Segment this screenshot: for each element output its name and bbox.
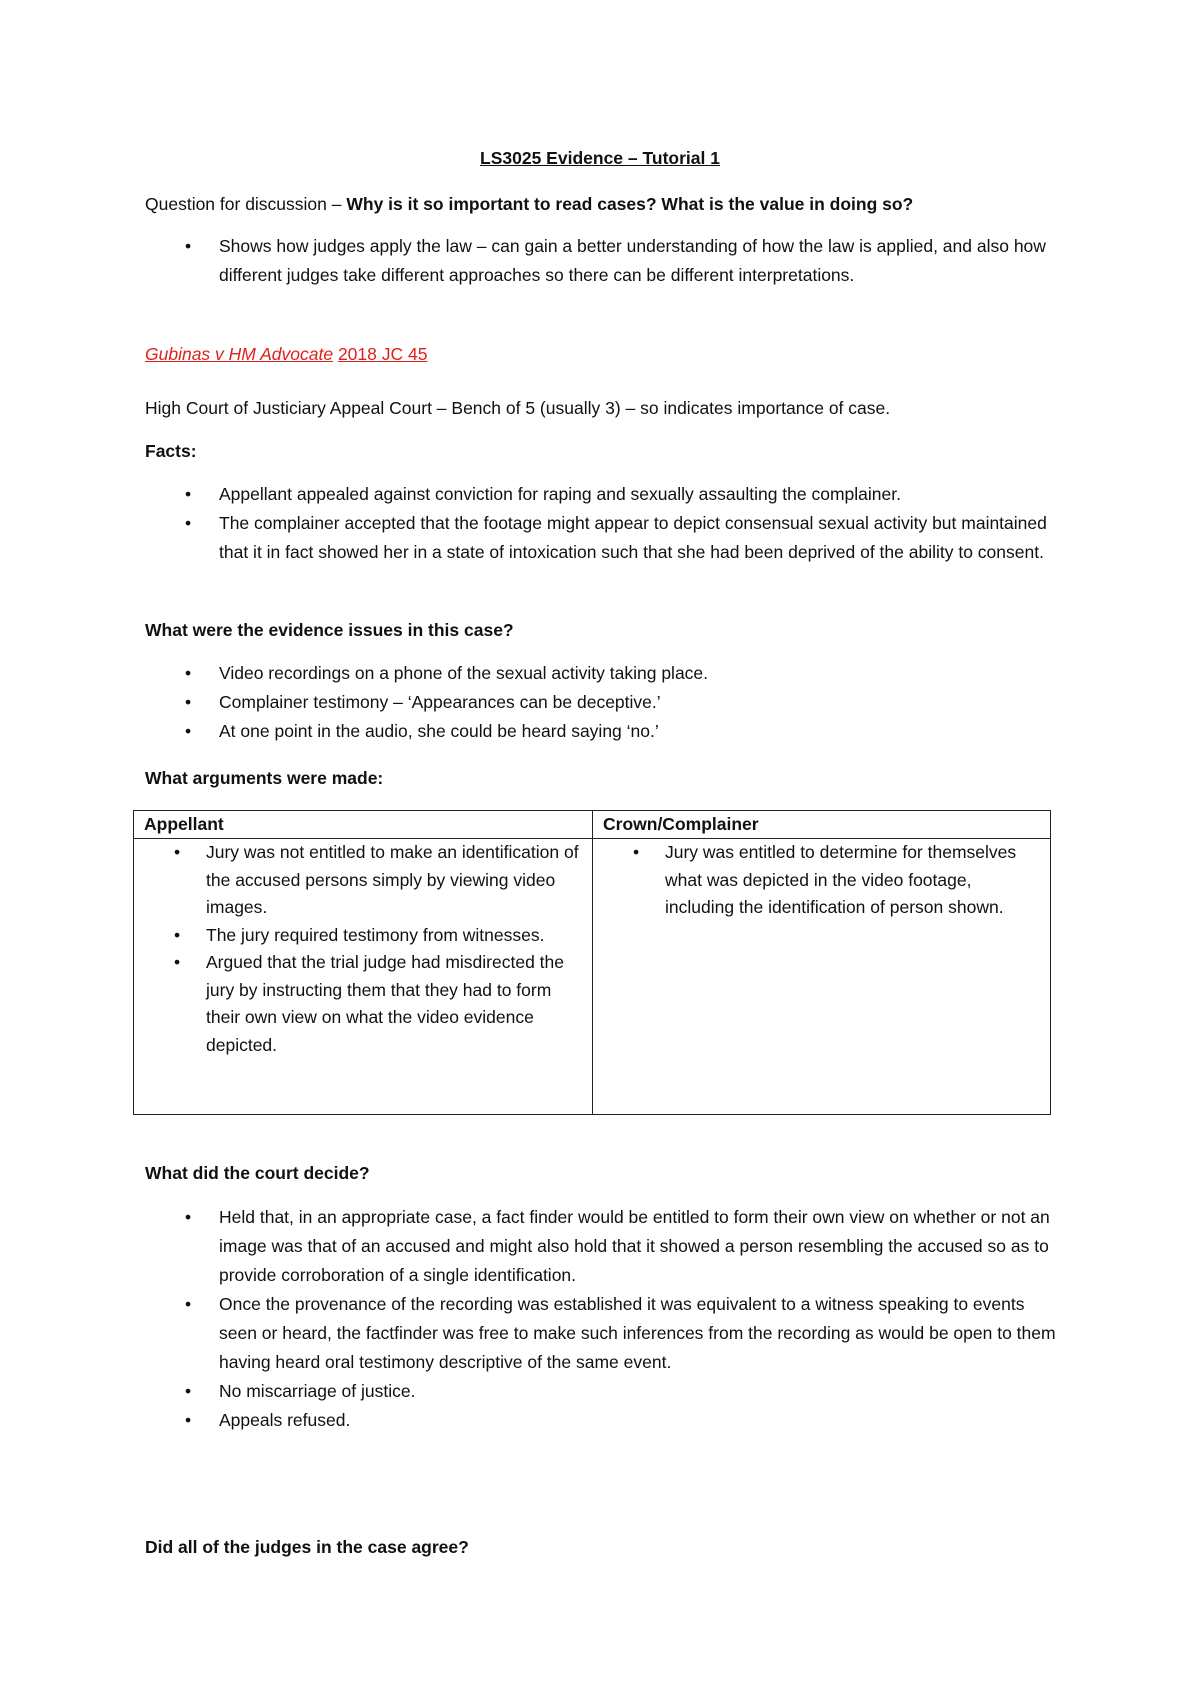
case-reference[interactable]: [145, 340, 1065, 369]
issues-list: [145, 659, 1065, 746]
appellant-arguments-cell: [134, 839, 593, 1115]
case-citation: 2018 JC 45: [337, 344, 428, 364]
bullet-icon: •: [185, 721, 192, 741]
issues-heading: What were the evidence issues in this case?: [145, 620, 514, 640]
list-item: • Held that, in an appropriate case, a fact finder would be entitled to form their own view on whether or not an image was that of an accused and might also hold that it showed a person resembling the accused so as to provide corroboration of a single identification.: [145, 1203, 1065, 1290]
list-item: • The complainer accepted that the footage might appear to depict consensual sexual activity but maintained that it in fact showed her in a state of intoxication such that she had been deprived of the ability to consent.: [145, 509, 1065, 567]
list-item: • Jury was not entitled to make an identification of the accused persons simply by viewing video images.: [144, 839, 582, 922]
list-item: • Once the provenance of the recording was established it was equivalent to a witness speaking to events seen or heard, the factfinder was free to make such inferences from the recording as would be open to them having heard oral testimony descriptive of the same event.: [145, 1290, 1065, 1377]
document-title: LS3025 Evidence – Tutorial 1: [480, 148, 720, 168]
question-text: Why is it so important to read cases? What is the value in doing so?: [346, 194, 914, 214]
crown-arguments-list: [603, 839, 1040, 922]
appellant-arguments-list: [144, 839, 582, 1059]
list-item: • Jury was entitled to determine for themselves what was depicted in the video footage, including the identification of person shown.: [603, 839, 1040, 922]
bullet-icon: •: [185, 1294, 192, 1314]
list-item: • No miscarriage of justice.: [145, 1377, 1065, 1406]
bullet-icon: •: [185, 692, 192, 712]
question-prefix: Question for discussion –: [145, 194, 347, 214]
list-item: • Appeals refused.: [145, 1406, 1065, 1435]
court-note: High Court of Justiciary Appeal Court – Bench of 5 (usually 3) – so indicates importance of case.: [145, 398, 891, 418]
bullet-icon: •: [174, 842, 181, 862]
discussion-question: [145, 190, 1065, 219]
header-appellant: Appellant: [134, 811, 593, 839]
bullet-icon: •: [185, 484, 192, 504]
decision-heading: What did the court decide?: [145, 1163, 370, 1183]
arguments-table: [133, 810, 1051, 1115]
decision-list: [145, 1203, 1065, 1435]
list-item: • At one point in the audio, she could be heard saying ‘no.’: [145, 717, 1065, 746]
case-name: Gubinas v HM Advocate: [145, 344, 334, 364]
bullet-icon: •: [185, 1410, 192, 1430]
facts-list: [145, 480, 1065, 567]
bullet-icon: •: [633, 842, 640, 862]
bullet-icon: •: [185, 1381, 192, 1401]
list-item: • Complainer testimony – ‘Appearances can be deceptive.’: [145, 688, 1065, 717]
question-bullet-list: [145, 232, 1065, 290]
bullet-icon: •: [185, 513, 192, 533]
table-row: [134, 839, 1051, 1115]
crown-arguments-cell: [593, 839, 1051, 1115]
list-item: • The jury required testimony from witnesses.: [144, 922, 582, 950]
bullet-icon: •: [185, 236, 192, 256]
facts-heading: Facts:: [145, 441, 197, 461]
arguments-heading: What arguments were made:: [145, 768, 384, 788]
bullet-icon: •: [174, 952, 181, 972]
final-heading: Did all of the judges in the case agree?: [145, 1537, 469, 1557]
header-crown: Crown/Complainer: [593, 811, 1051, 839]
list-item: • Video recordings on a phone of the sexual activity taking place.: [145, 659, 1065, 688]
list-item: • Argued that the trial judge had misdirected the jury by instructing them that they had to form their own view on what the video evidence depicted.: [144, 949, 582, 1059]
bullet-icon: •: [185, 663, 192, 683]
bullet-icon: •: [185, 1207, 192, 1227]
list-item: • Appellant appealed against conviction for raping and sexually assaulting the complainer.: [145, 480, 1065, 509]
list-item: • Shows how judges apply the law – can gain a better understanding of how the law is applied, and also how different judges take different approaches so there can be different interpretations.: [145, 232, 1065, 290]
bullet-icon: •: [174, 924, 181, 945]
table-header-row: [134, 811, 1051, 839]
